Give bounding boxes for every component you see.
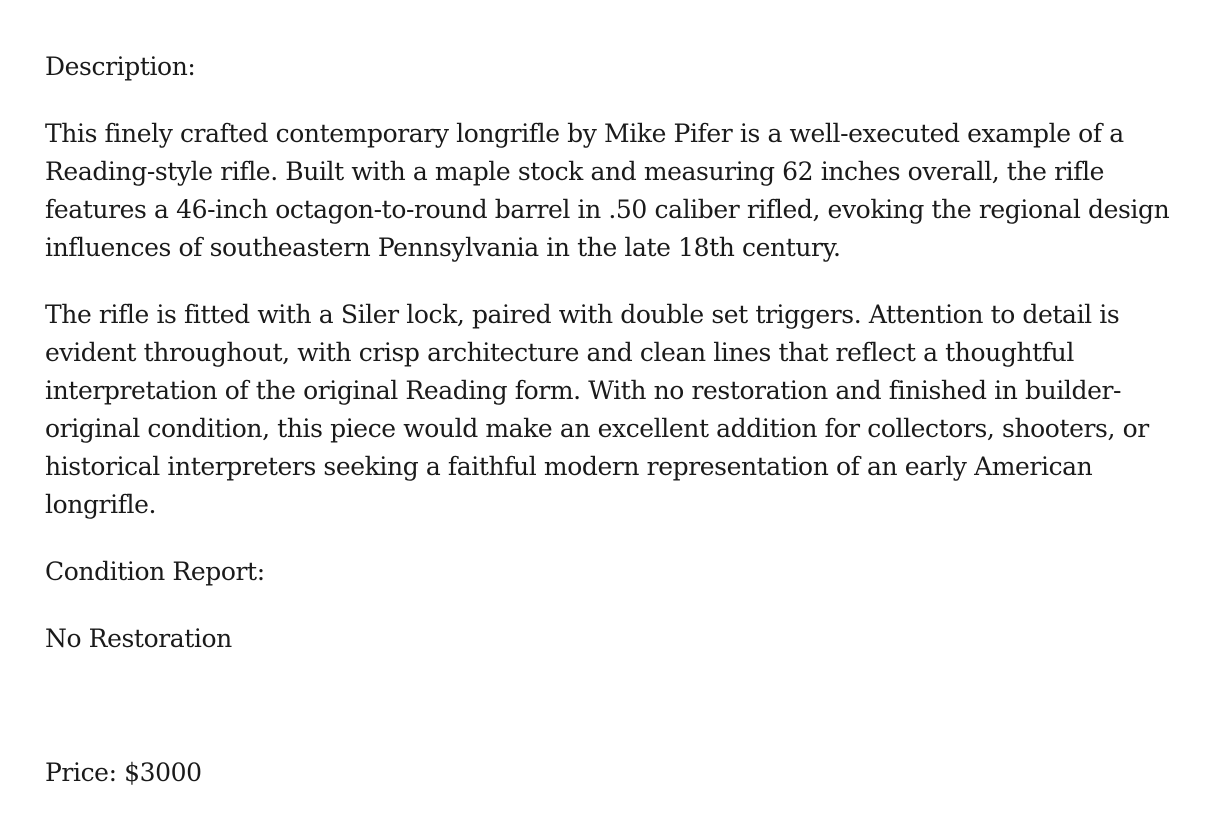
condition-report-value: No Restoration <box>45 624 232 653</box>
description-label: Description: <box>45 52 196 81</box>
description-paragraph: The rifle is fitted with a Siler lock, paired with double set triggers. Attention to detail is evident throughout, with crisp architecture and clean lines that reflect a thoughtful interpretation of the original Reading form. With no restoration and finished in builder-original condition, this piece would make an excellent addition for collectors, shooters, or historical interpreters seeking a faithful modern representation of an early American longrifle. <box>45 300 1149 519</box>
condition-report-label: Condition Report: <box>45 557 265 586</box>
price: Price: $3000 <box>45 758 202 787</box>
listing-details <box>45 48 1205 792</box>
description-paragraph: This finely crafted contemporary longrifle by Mike Pifer is a well-executed example of a Reading-style rifle. Built with a maple stock and measuring 62 inches overall, the rifle features a 46-inch octagon-to-round barrel in .50 caliber rifled, evoking the regional design influences of southeastern Pennsylvania in the late 18th century. <box>45 119 1170 262</box>
